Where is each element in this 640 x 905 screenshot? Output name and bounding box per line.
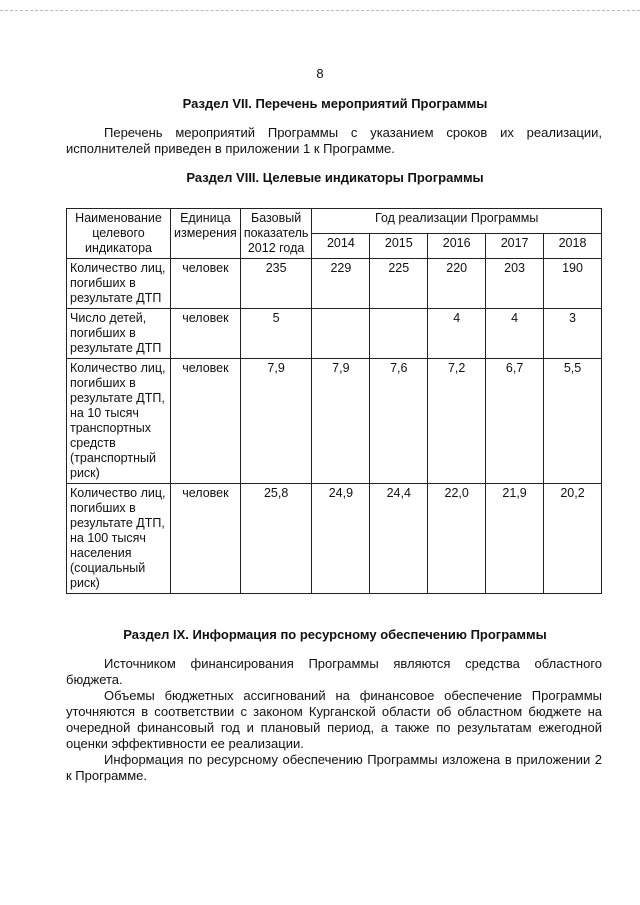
header-year: 2018 [544,234,602,259]
header-year: 2014 [312,234,370,259]
row-name: Количество лиц, погибших в результате ДТП [67,259,171,309]
header-name: Наименование целевого индикатора [67,209,171,259]
row-value: 3 [544,309,602,359]
section-9-title: Раздел IX. Информация по ресурсному обеспечению Программы [123,627,547,642]
section-7-text [66,125,602,157]
row-name: Число детей, погибших в результате ДТП [67,309,171,359]
indicators-table [66,208,602,594]
page-number: 8 [316,66,324,81]
row-value: 225 [370,259,428,309]
section-7-paragraph: Перечень мероприятий Программы с указанием сроков их реализации, исполнителей приведен в приложении 1 к Программе. [66,125,602,156]
header-unit: Единица измерения [171,209,241,259]
row-base: 5 [240,309,312,359]
header-year: 2015 [370,234,428,259]
row-unit: человек [171,359,241,484]
row-value: 7,2 [428,359,486,484]
row-value: 7,6 [370,359,428,484]
section-8-title: Раздел VIII. Целевые индикаторы Программы [186,170,484,185]
row-base: 235 [240,259,312,309]
header-years-group: Год реализации Программы [312,209,602,234]
header-year: 2017 [486,234,544,259]
row-base: 25,8 [240,484,312,594]
row-value: 220 [428,259,486,309]
row-value: 229 [312,259,370,309]
row-value: 5,5 [544,359,602,484]
row-value: 4 [486,309,544,359]
row-value [312,309,370,359]
row-value: 203 [486,259,544,309]
row-value: 20,2 [544,484,602,594]
row-name: Количество лиц, погибших в результате ДТП, на 100 тысяч населения (социальный риск) [67,484,171,594]
row-value: 24,9 [312,484,370,594]
table-row [67,359,602,484]
header-year: 2016 [428,234,486,259]
row-unit: человек [171,484,241,594]
section-7-title: Раздел VII. Перечень мероприятий Программы [182,96,488,111]
row-value: 24,4 [370,484,428,594]
row-unit: человек [171,259,241,309]
table-row [67,484,602,594]
row-value: 7,9 [312,359,370,484]
row-value [370,309,428,359]
row-value: 190 [544,259,602,309]
row-value: 4 [428,309,486,359]
row-value: 6,7 [486,359,544,484]
section-9-text [66,656,602,784]
section-9-paragraph: Информация по ресурсному обеспечению Программы изложена в приложении 2 к Программе. [66,752,602,783]
table-row [67,259,602,309]
header-base: Базовый показатель 2012 года [240,209,312,259]
table-row [67,309,602,359]
row-value: 21,9 [486,484,544,594]
table-header-row [67,209,602,234]
row-unit: человек [171,309,241,359]
section-9-paragraph: Источником финансирования Программы являются средства областного бюджета. [66,656,602,687]
scan-edge-line [0,10,640,13]
row-value: 22,0 [428,484,486,594]
row-base: 7,9 [240,359,312,484]
row-name: Количество лиц, погибших в результате ДТП, на 10 тысяч транспортных средств (транспортный риск) [67,359,171,484]
section-9-paragraph: Объемы бюджетных ассигнований на финансовое обеспечение Программы уточняются в соответствии с законом Курганской области об областном бюджете на очередной финансовый год и плановый период, а также по результатам ежегодной оценки эффективности ее реализации. [66,688,602,751]
